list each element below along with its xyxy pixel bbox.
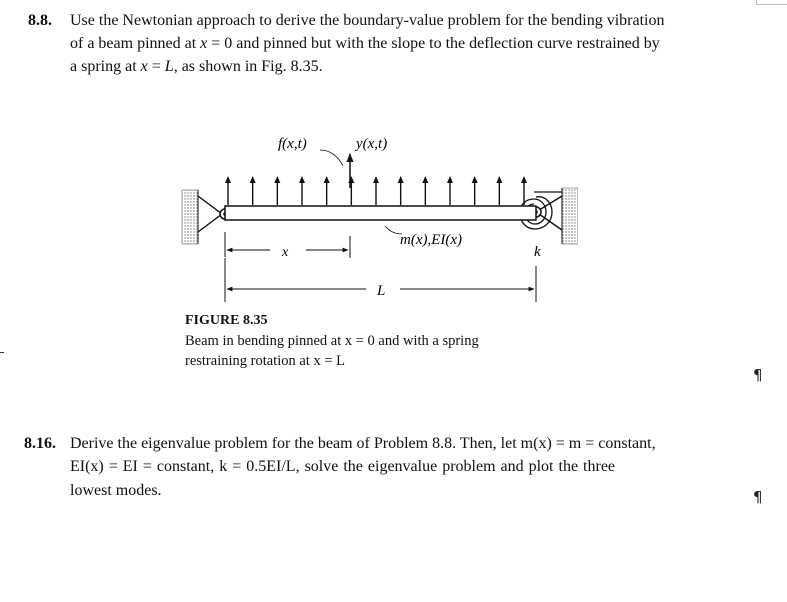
- load-arrow-head: [299, 176, 305, 183]
- deflection-label: y(x,t): [356, 136, 388, 152]
- length-label: L: [377, 283, 386, 299]
- beam: [225, 206, 536, 220]
- load-arrow-head: [422, 176, 428, 183]
- figure-caption: [185, 311, 479, 371]
- problem-number: 8.8.: [28, 12, 52, 29]
- beam-figure: [178, 126, 578, 311]
- figure-caption-label: FIGURE 8.35: [185, 313, 268, 328]
- load-arrow-head: [496, 176, 502, 183]
- problem-text-line-3: lowest modes.: [70, 482, 162, 499]
- load-arrow-head: [324, 176, 330, 183]
- page-corner-mark: [756, 0, 787, 5]
- problem-text-line-3: a spring at x = L, as shown in Fig. 8.35.: [70, 58, 323, 75]
- load-arrow-head: [225, 176, 231, 183]
- load-arrow-head: [398, 176, 404, 183]
- beam-properties-label: m(x),EI(x): [400, 232, 463, 248]
- figure-caption-line-2: restraining rotation at x = L: [185, 353, 345, 369]
- load-arrow-head: [250, 176, 256, 183]
- left-pin-support: [198, 196, 222, 232]
- margin-tick: [0, 352, 4, 353]
- problem-text-line-2: of a beam pinned at x = 0 and pinned but with the slope to the deflection curve restrained by: [70, 35, 660, 52]
- load-arrow-head: [274, 176, 280, 183]
- load-arrow-head: [521, 176, 527, 183]
- left-wall: [182, 190, 198, 244]
- figure-caption-line-1: Beam in bending pinned at x = 0 and with a spring: [185, 333, 479, 349]
- problem-number: 8.16.: [24, 435, 56, 452]
- right-wall: [562, 188, 578, 244]
- problem-text-line-1: Use the Newtonian approach to derive the boundary-value problem for the bending vibration: [70, 12, 665, 29]
- distributed-load: [225, 176, 527, 205]
- load-arrow-head: [447, 176, 453, 183]
- load-arrow-head: [472, 176, 478, 183]
- spring-constant-label: k: [534, 244, 541, 260]
- load-arrow-head: [373, 176, 379, 183]
- pilcrow-mark: ¶: [753, 488, 763, 506]
- position-label: x: [282, 245, 289, 260]
- load-arrow-head: [348, 176, 354, 183]
- force-label: f(x,t): [278, 136, 307, 152]
- problem-text-line-1: Derive the eigenvalue problem for the beam of Problem 8.8. Then, let m(x) = m = constant,: [70, 435, 656, 452]
- pilcrow-mark: ¶: [753, 366, 763, 384]
- problem-text-line-2: EI(x) = EI = constant, k = 0.5EI/L, solve the eigenvalue problem and plot the three: [70, 458, 616, 475]
